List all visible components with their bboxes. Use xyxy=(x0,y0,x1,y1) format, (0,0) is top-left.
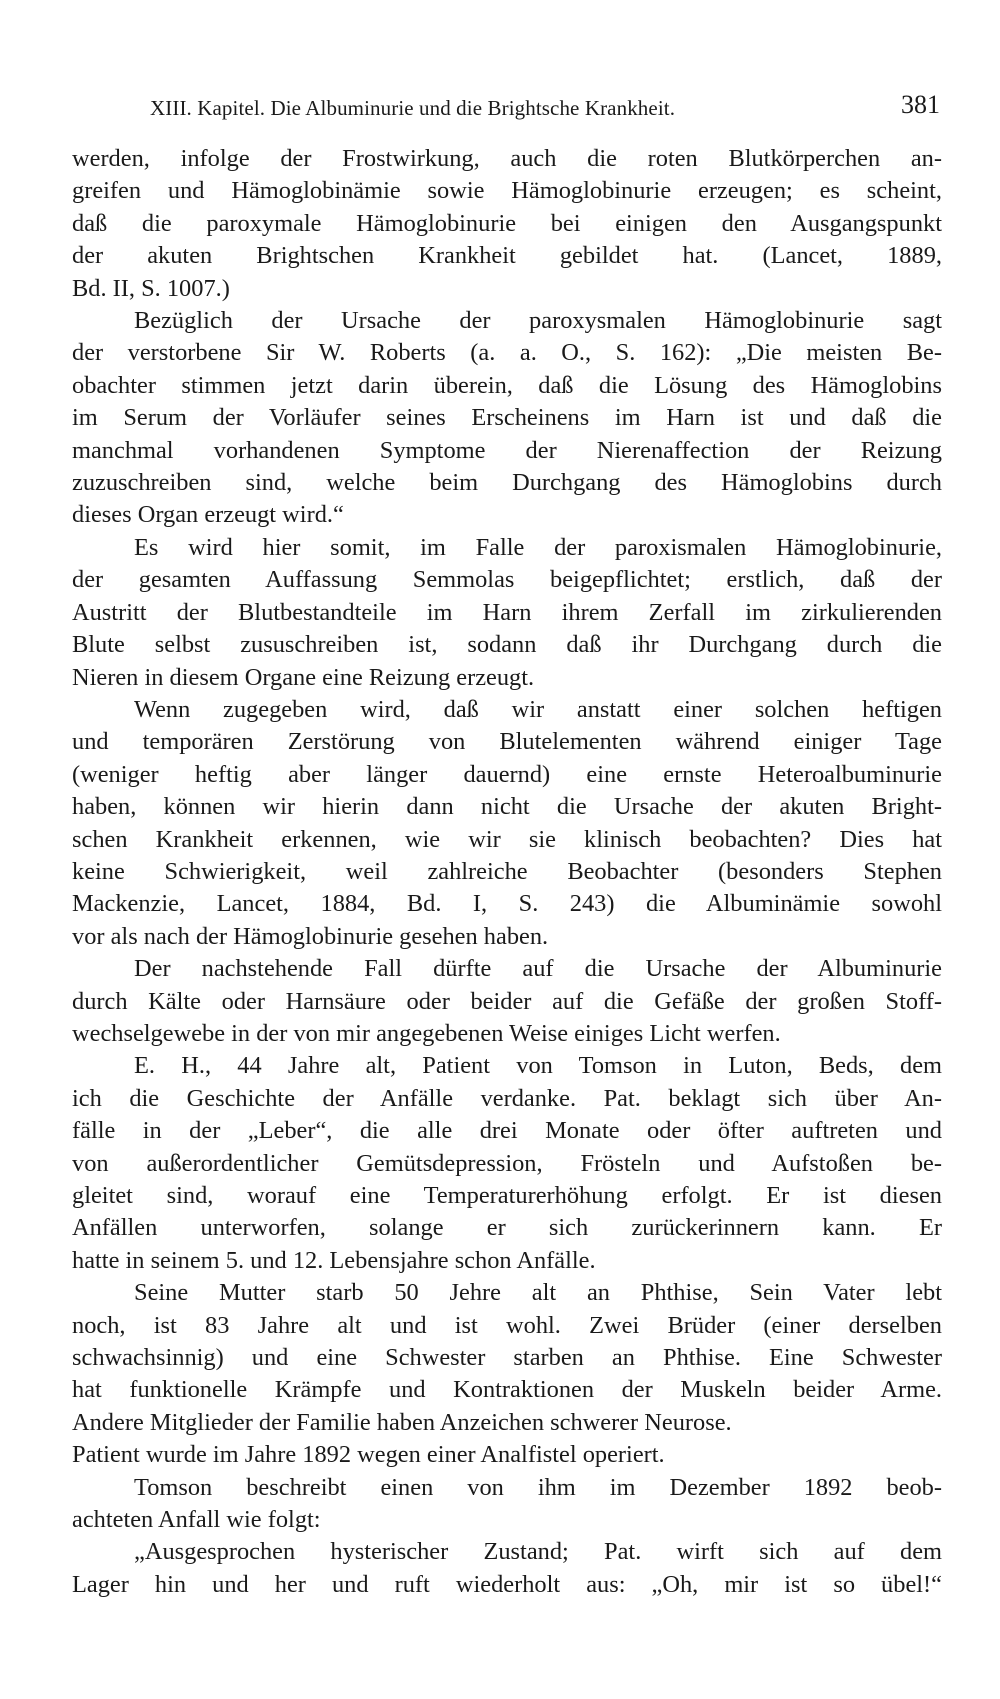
text-line: durch Kälte oder Harnsäure oder beider auf die Gefäße der großen Stoff- xyxy=(72,987,942,1015)
paragraph xyxy=(72,1050,942,1277)
paragraph xyxy=(72,143,942,305)
text-line: wechselgewebe in der von mir angegebenen Weise einiges Licht werfen. xyxy=(72,1019,781,1047)
paragraph xyxy=(72,532,942,694)
running-title: XIII. Kapitel. Die Albuminurie und die Brightsche Krankheit. xyxy=(150,96,676,120)
page-number: 381 xyxy=(901,90,940,119)
text-line: (weniger heftig aber länger dauernd) eine ernste Heteroalbuminurie xyxy=(72,760,942,788)
page-header xyxy=(150,90,940,130)
text-line: greifen und Hämoglobinämie sowie Hämoglobinurie erzeugen; es scheint, xyxy=(72,177,942,205)
text-line: dieses Organ erzeugt wird.“ xyxy=(72,501,344,529)
text-line: werden, infolge der Frostwirkung, auch die roten Blutkörperchen an- xyxy=(72,145,942,172)
paragraph xyxy=(72,1472,942,1537)
paragraph xyxy=(72,694,942,953)
text-line: Der nachstehende Fall dürfte auf die Ursache der Albuminurie xyxy=(134,955,942,983)
text-line: und temporären Zerstörung von Blutelementen während einiger Tage xyxy=(72,728,942,756)
text-line: Tomson beschreibt einen von ihm im Dezember 1892 beob- xyxy=(134,1473,942,1501)
text-line: fälle in der „Leber“, die alle drei Monate oder öfter auftreten und xyxy=(72,1117,942,1145)
text-line: Andere Mitglieder der Familie haben Anzeichen schwerer Neurose. xyxy=(72,1408,732,1436)
paragraph xyxy=(72,1277,942,1471)
text-line: manchmal vorhandenen Symptome der Nierenaffection der Reizung xyxy=(72,436,942,464)
text-line: schwachsinnig) und eine Schwester starben an Phthise. Eine Schwester xyxy=(72,1344,942,1372)
text-line: der gesamten Auffassung Semmolas beigepflichtet; erstlich, daß der xyxy=(72,566,942,594)
text-line: Mackenzie, Lancet, 1884, Bd. I, S. 243) die Albuminämie sowohl xyxy=(72,890,942,918)
text-line: Austritt der Blutbestandteile im Harn ihrem Zerfall im zirkulierenden xyxy=(72,598,942,626)
text-line: hatte in seinem 5. und 12. Lebensjahre schon Anfälle. xyxy=(72,1246,596,1274)
text-line: Nieren in diesem Organe eine Reizung erzeugt. xyxy=(72,663,535,691)
text-line: E. H., 44 Jahre alt, Patient von Tomson in Luton, Beds, dem xyxy=(134,1052,942,1080)
text-line: der akuten Brightschen Krankheit gebildet hat. (Lancet, 1889, xyxy=(72,242,942,270)
text-line: haben, können wir hierin dann nicht die Ursache der akuten Bright- xyxy=(72,793,942,821)
text-line: ich die Geschichte der Anfälle verdanke. Pat. beklagt sich über An- xyxy=(72,1084,942,1112)
text-line: schen Krankheit erkennen, wie wir sie klinisch beobachten? Dies hat xyxy=(72,825,942,853)
text-line: achteten Anfall wie folgt: xyxy=(72,1506,321,1534)
text-line: vor als nach der Hämoglobinurie gesehen haben. xyxy=(72,922,549,950)
text-line: Lager hin und her und ruft wiederholt aus: „Oh, mir ist so übel!“ xyxy=(72,1570,942,1598)
text-line: „Ausgesprochen hysterischer Zustand; Pat. wirft sich auf dem xyxy=(134,1538,942,1566)
text-line: daß die paroxymale Hämoglobinurie bei einigen den Ausgangspunkt xyxy=(72,209,942,237)
text-line: hat funktionelle Krämpfe und Kontraktionen der Muskeln beider Arme. xyxy=(72,1376,942,1404)
text-line: zuzuschreiben sind, welche beim Durchgang des Hämoglobins durch xyxy=(72,469,942,497)
text-line: im Serum der Vorläufer seines Erscheinens im Harn ist und daß die xyxy=(72,404,942,432)
body-text xyxy=(72,143,942,1601)
text-line: von außerordentlicher Gemütsdepression, Frösteln und Aufstoßen be- xyxy=(72,1149,942,1177)
text-line: Blute selbst zususchreiben ist, sodann daß ihr Durchgang durch die xyxy=(72,631,942,659)
text-line: keine Schwierigkeit, weil zahlreiche Beobachter (besonders Stephen xyxy=(72,857,942,885)
text-line: Es wird hier somit, im Falle der paroxismalen Hämoglobinurie, xyxy=(134,533,942,561)
text-line: Anfällen unterworfen, solange er sich zurückerinnern kann. Er xyxy=(72,1214,942,1242)
paragraph xyxy=(72,953,942,1050)
text-line: der verstorbene Sir W. Roberts (a. a. O., S. 162): „Die meisten Be- xyxy=(72,339,942,367)
text-line: obachter stimmen jetzt darin überein, daß die Lösung des Hämoglobins xyxy=(72,371,942,399)
text-line: noch, ist 83 Jahre alt und ist wohl. Zwei Brüder (einer derselben xyxy=(72,1311,942,1339)
paragraph xyxy=(72,1536,942,1601)
text-line: gleitet sind, worauf eine Temperaturerhöhung erfolgt. Er ist diesen xyxy=(72,1182,942,1209)
text-line: Bd. II, S. 1007.) xyxy=(72,274,230,302)
text-line: Seine Mutter starb 50 Jehre alt an Phthise, Sein Vater lebt xyxy=(134,1279,942,1307)
paragraph xyxy=(72,305,942,532)
text-line: Bezüglich der Ursache der paroxysmalen Hämoglobinurie sagt xyxy=(134,307,942,335)
text-line: Patient wurde im Jahre 1892 wegen einer Analfistel operiert. xyxy=(72,1441,665,1469)
text-line: Wenn zugegeben wird, daß wir anstatt einer solchen heftigen xyxy=(134,695,942,723)
